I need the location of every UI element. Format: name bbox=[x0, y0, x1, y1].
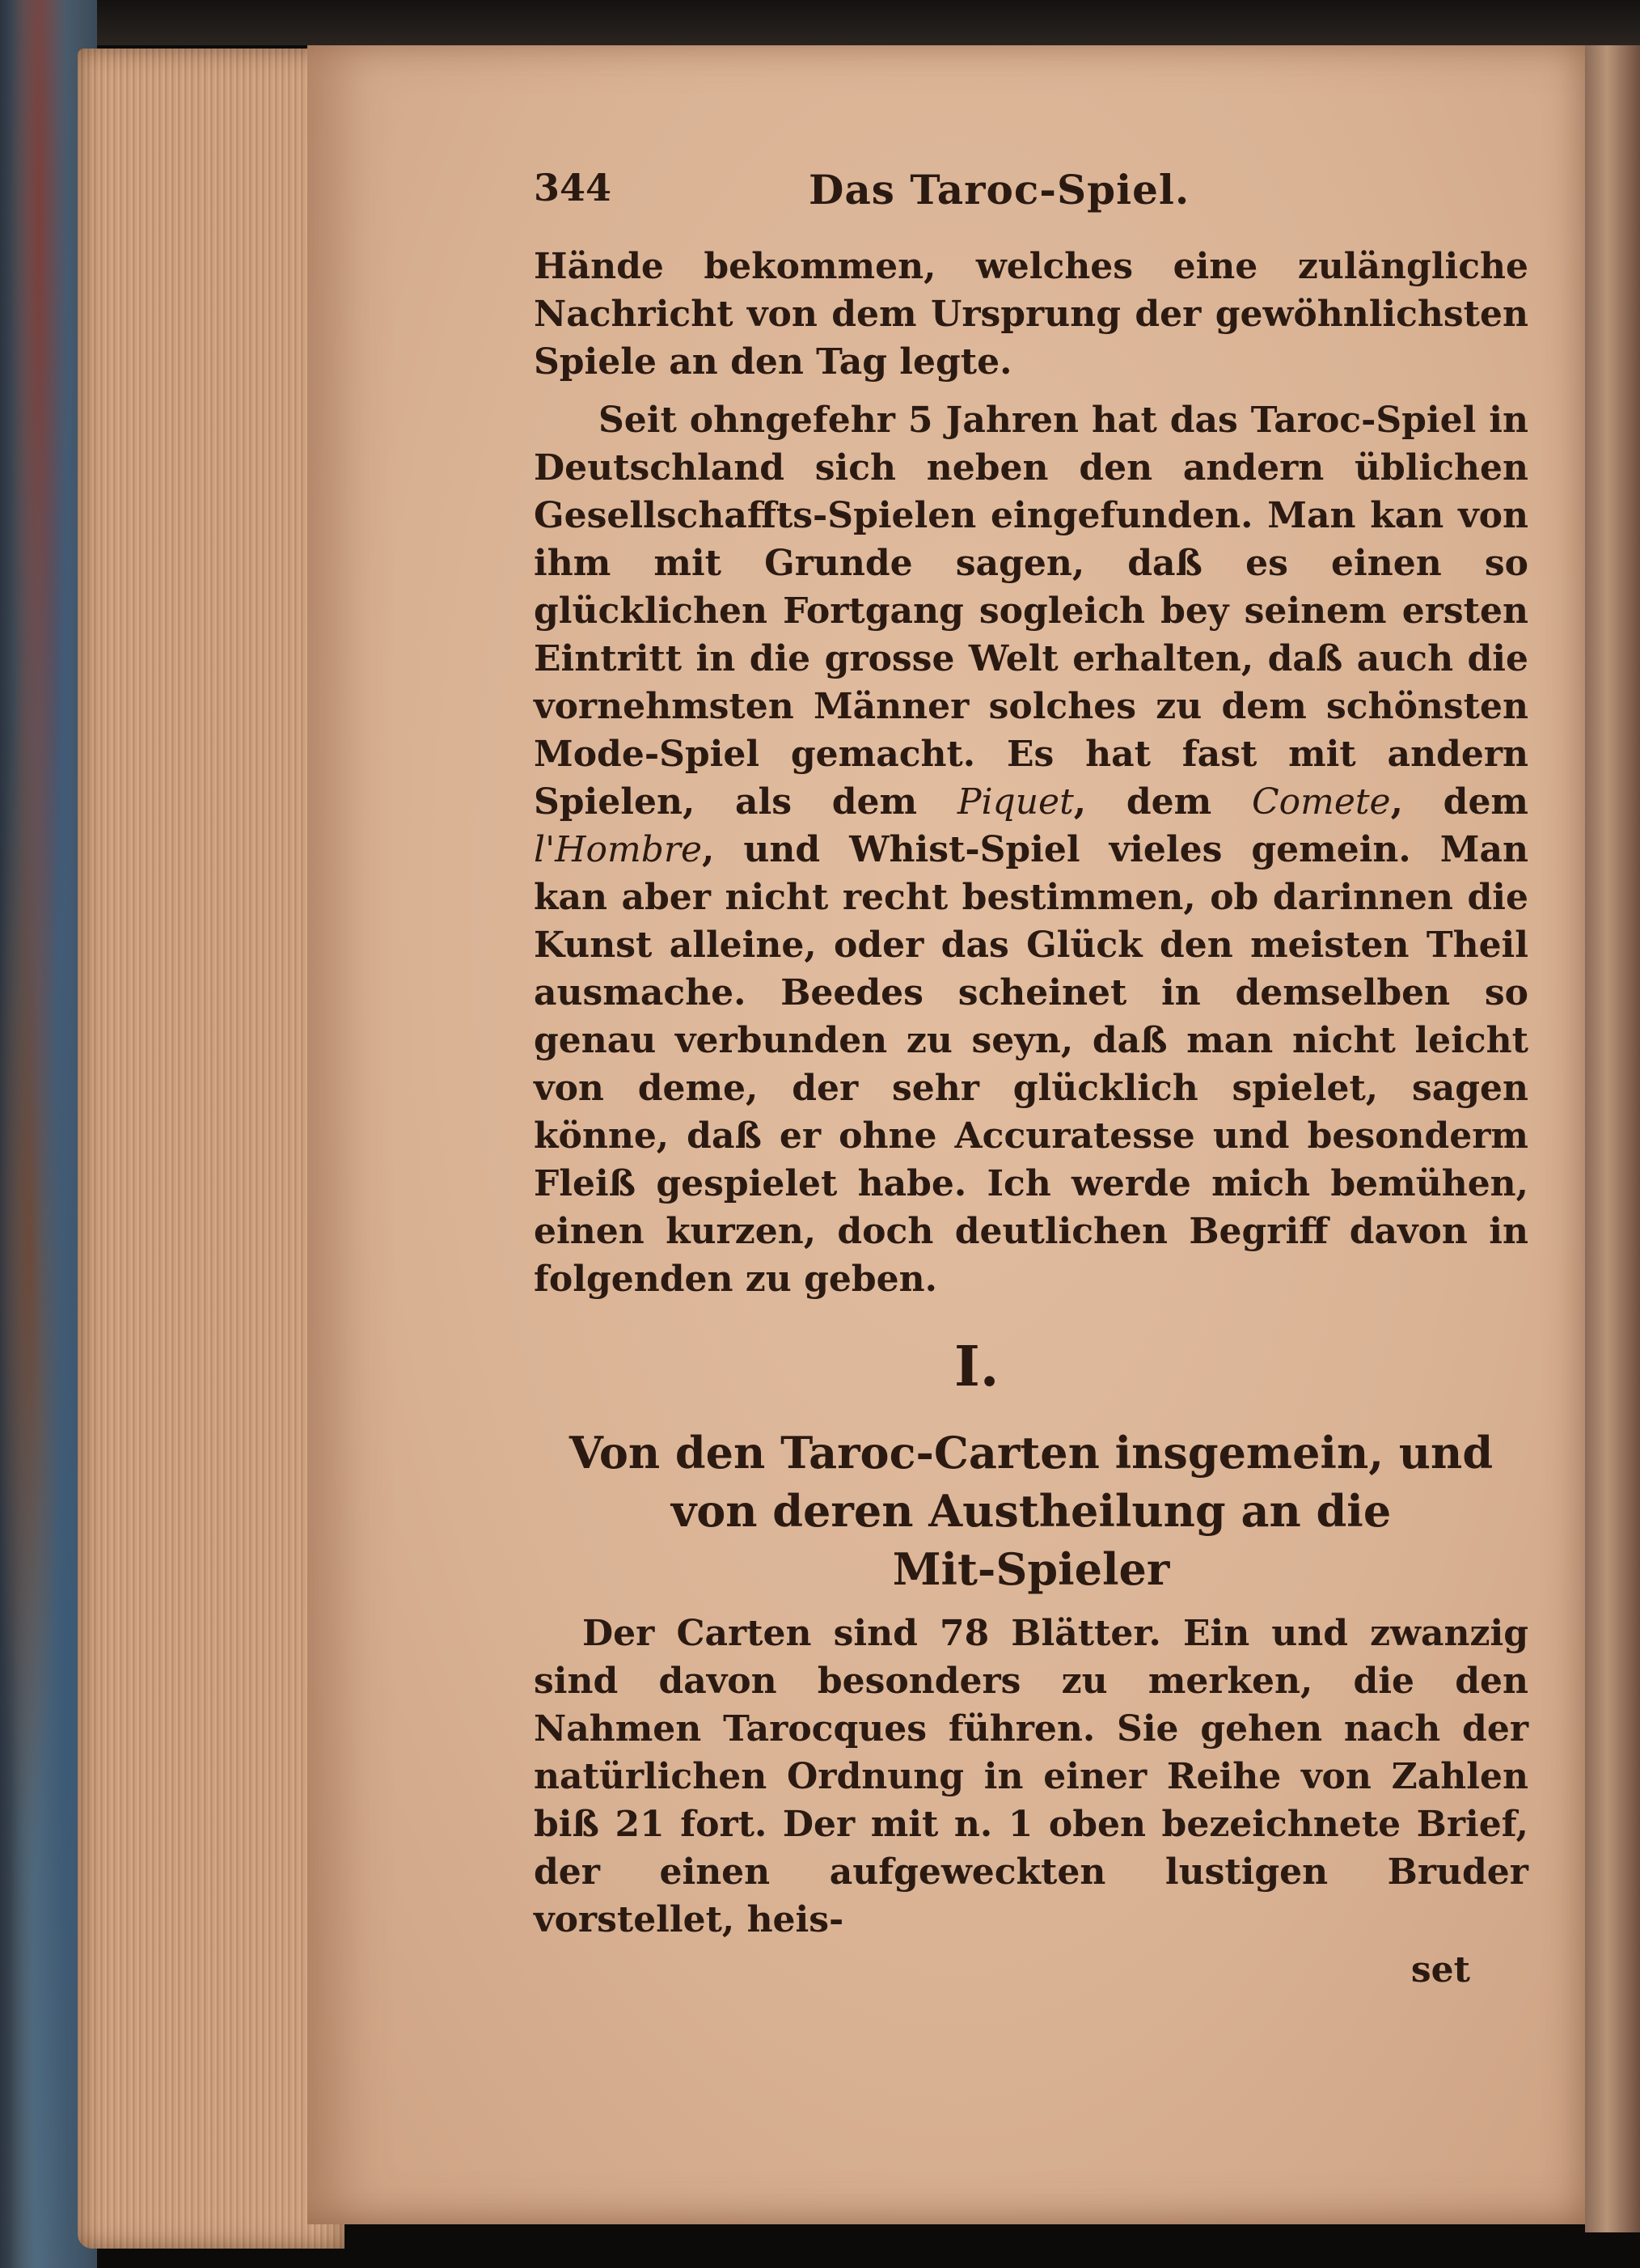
section-number: I. bbox=[954, 1335, 1000, 1399]
binding-gutter bbox=[1585, 32, 1640, 2232]
running-title: Das Taroc-Spiel. bbox=[809, 166, 1190, 214]
paragraph-text: Seit ohngefehr 5 Jahren hat das Taroc-Spiel in Deutschland sich neben den andern üblichen Gesellschaffts-Spielen eingefunden. Man kan von ihm mit Grunde sagen, daß es einen so glücklichen Fortgang sogleich bey seinem ersten Eintritt in die grosse Welt erhalten, daß auch die vornehmsten Männer solches zu dem schönsten Mode-Spiel gemacht. Es hat fast mit andern Spielen, als dem bbox=[534, 400, 1528, 823]
paragraph-text: , dem bbox=[1390, 781, 1528, 823]
section-heading bbox=[526, 1424, 1536, 1598]
top-shadow bbox=[97, 0, 1640, 45]
game-name-piquet: Piquet bbox=[957, 781, 1074, 823]
page-header bbox=[534, 166, 1536, 222]
catchword: set bbox=[1410, 1949, 1470, 1991]
page-fore-edge bbox=[78, 49, 344, 2249]
paragraph-text: , und Whist-Spiel vieles gemein. Man kan aber nicht recht bestimmen, ob darinnen die Kunst alleine, oder das Glück den meisten Theil ausmache. Beedes scheinet in demselben so genau verbunden zu seyn, daß man nicht leicht von deme, der sehr glücklich spielet, sagen könne, daß er ohne Accuratesse und besonderm Fleiß gespielet habe. Ich werde mich bemühen, einen kurzen, doch deutlichen Begriff davon in folgenden zu geben. bbox=[534, 829, 1528, 1300]
paragraph-section-body: Der Carten sind 78 Blätter. Ein und zwanzig sind davon besonders zu merken, die den Nahmen Tarocques führen. Sie gehen nach der natürlichen Ordnung in einer Reihe von Zahlen biß 21 fort. Der mit n. 1 oben bezeichnete Brief, der einen aufgeweckten lustigen Bruder vorstellet, heis- bbox=[534, 1613, 1528, 1940]
paragraph-continuation: Hände bekommen, welches eine zulängliche Nachricht von dem Ursprung der gewöhnlichsten Spiele an den Tag legte. bbox=[534, 246, 1528, 383]
paragraph-text: , dem bbox=[1073, 781, 1252, 823]
section-heading-line: Von den Taroc-Carten insgemein, und bbox=[569, 1427, 1494, 1479]
section-heading-line: Mit-Spieler bbox=[892, 1543, 1170, 1595]
game-name-comete: Comete bbox=[1251, 781, 1391, 823]
page-number: 344 bbox=[534, 166, 612, 209]
game-name-hombre: l'Hombre bbox=[534, 829, 702, 870]
section-heading-line: von deren Austheilung an die bbox=[670, 1485, 1392, 1537]
paragraph-intro bbox=[534, 396, 1528, 1303]
